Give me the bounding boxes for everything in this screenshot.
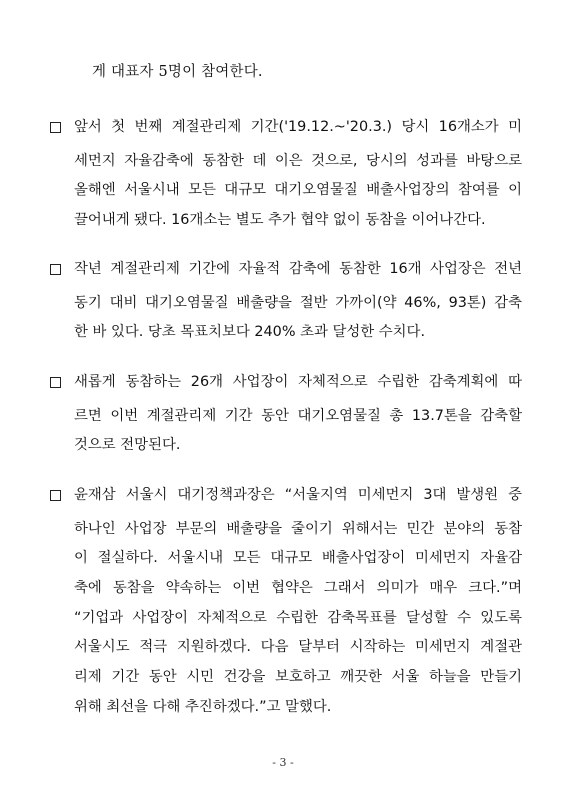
paragraph-4 <box>50 485 522 723</box>
text-line: 축에 동참을 약속하는 이번 협약은 그래서 의미가 매우 크다.”며 <box>74 580 522 597</box>
text-line: 하나인 사업장 부문의 배출량을 줄이기 위해서는 민간 분야의 동참 <box>74 520 522 537</box>
text-line: 리제 기간 동안 시민 건강을 보호하고 깨끗한 서울 하늘을 만들기 <box>74 669 522 686</box>
text-line: 서울시도 적극 지원하겠다. 다음 달부터 시작하는 미세먼지 계절관 <box>74 639 522 656</box>
bullet-square-icon <box>50 264 61 275</box>
bullet-square-icon <box>50 122 61 133</box>
paragraph-3 <box>50 372 522 461</box>
text-line: 새롭게 동참하는 26개 사업장이 자체적으로 수립한 감축계획에 따 <box>74 374 522 390</box>
text-line: 작년 계절관리제 기간에 자율적 감축에 동참한 16개 사업장은 전년 <box>74 261 522 277</box>
bullet-square-icon <box>50 377 61 388</box>
text-line: “기업과 사업장이 자체적으로 수립한 감축목표를 달성할 수 있도록 <box>74 609 522 626</box>
text-line: 동기 대비 대기오염물질 배출량을 절반 가까이(약 46%, 93톤) 감축 <box>74 294 522 311</box>
text-line: 이 절실하다. 서울시내 모든 대규모 배출사업장이 미세먼지 자율감 <box>74 550 522 567</box>
intro-line: 게 대표자 5명이 참여한다. <box>92 64 263 80</box>
text-line: 세먼지 자율감축에 동참한 데 이은 것으로, 당시의 성과를 바탕으로 <box>74 152 522 169</box>
paragraph-2 <box>50 259 522 348</box>
page-number: - 3 - <box>272 756 294 769</box>
bullet-square-icon <box>50 490 61 501</box>
text-line: 르면 이번 계절관리제 기간 동안 대기오염물질 총 13.7톤을 감축할 <box>74 407 522 424</box>
paragraph-text <box>74 372 522 461</box>
text-line: 것으로 전망된다. <box>74 437 181 454</box>
text-line: 한 바 있다. 당초 목표치보다 240% 초과 달성한 수치다. <box>74 324 426 341</box>
paragraph-text <box>74 485 522 723</box>
text-line: 위해 최선을 다해 추진하겠다.”고 말했다. <box>74 698 332 715</box>
paragraph-text <box>74 117 522 236</box>
text-line: 끌어내게 됐다. 16개소는 별도 추가 협약 없이 동참을 이어나간다. <box>74 212 486 229</box>
text-line: 윤재삼 서울시 대기정책과장은 “서울지역 미세먼지 3대 발생원 중 <box>74 487 522 503</box>
text-line: 앞서 첫 번째 계절관리제 기간('19.12.~'20.3.) 당시 16개소가 미 <box>74 119 522 135</box>
paragraph-text <box>74 259 522 348</box>
text-line: 올해엔 서울시내 모든 대규모 대기오염물질 배출사업장의 참여를 이 <box>74 182 522 199</box>
paragraph-1 <box>50 117 522 236</box>
